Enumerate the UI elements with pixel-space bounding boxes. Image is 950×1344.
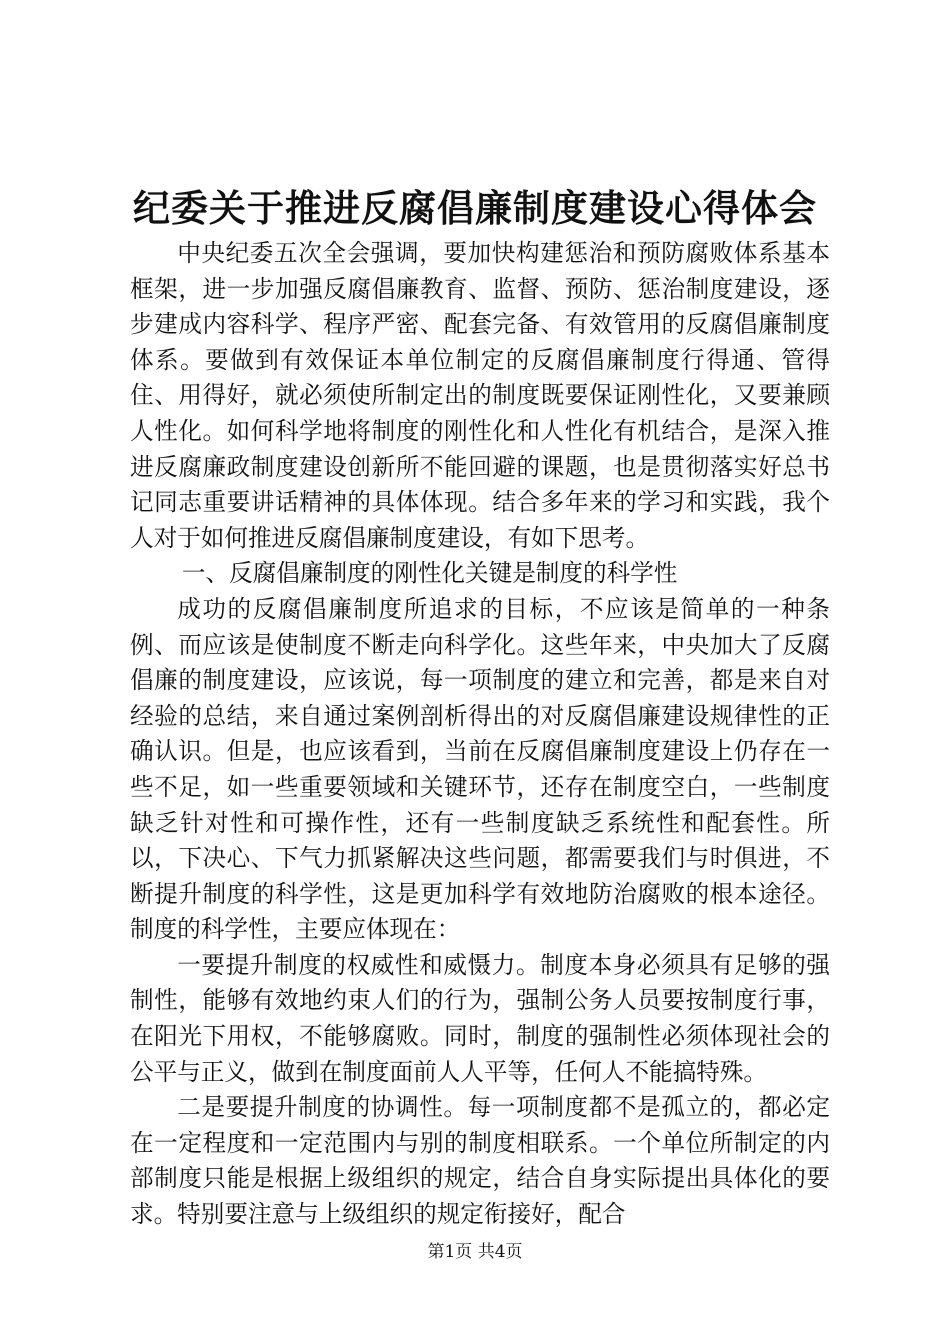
document-title: 纪委关于推进反腐倡廉制度建设心得体会 <box>133 186 817 230</box>
document-body <box>130 236 830 1233</box>
paragraph-coordination: 二是要提升制度的协调性。每一项制度都不是孤立的，都必定在一定程度和一定范围内与别的制度相联系。一个单位所制定的内部制度只能是根据上级组织的规定，结合自身实际提出具体化的要求。特别要注意与上级组织的规定衔接好，配合 <box>130 1093 830 1229</box>
page-number-footer: 第1页 共4页 <box>427 1242 523 1262</box>
paragraph-intro: 中央纪委五次全会强调，要加快构建惩治和预防腐败体系基本框架，进一步加强反腐倡廉教育、监督、预防、惩治制度建设，逐步建成内容科学、程序严密、配套完备、有效管用的反腐倡廉制度体系。要做到有效保证本单位制定的反腐倡廉制度行得通、管得住、用得好，就必须使所制定出的制度既要保证刚性化，又要兼顾人性化。如何科学地将制度的刚性化和人性化有机结合，是深入推进反腐廉政制度建设创新所不能回避的课题，也是贯彻落实好总书记同志重要讲话精神的具体体现。结合多年来的学习和实践，我个人对于如何推进反腐倡廉制度建设，有如下思考。 <box>130 239 830 552</box>
paragraph-scientific: 成功的反腐倡廉制度所追求的目标，不应该是简单的一种条例、而应该是使制度不断走向科学化。这些年来，中央加大了反腐倡廉的制度建设，应该说，每一项制度的建立和完善，都是来自对经验的总结，来自通过案例剖析得出的对反腐倡廉建设规律性的正确认识。但是，也应该看到，当前在反腐倡廉制度建设上仍存在一些不足，如一些重要领域和关键环节，还存在制度空白，一些制度缺乏针对性和可操作性，还有一些制度缺乏系统性和配套性。所以，下决心、下气力抓紧解决这些问题，都需要我们与时俱进，不断提升制度的科学性，这是更加科学有效地防治腐败的根本途径。制度的科学性，主要应体现在： <box>130 594 830 944</box>
paragraph-authority: 一要提升制度的权威性和威慑力。制度本身必须具有足够的强制性，能够有效地约束人们的行为，强制公务人员要按制度行事，在阳光下用权，不能够腐败。同时，制度的强制性必须体现社会的公平与正义，做到在制度面前人人平等，任何人不能搞特殊。 <box>130 950 830 1086</box>
section-heading-1: 一、反腐倡廉制度的刚性化关键是制度的科学性 <box>181 559 678 588</box>
